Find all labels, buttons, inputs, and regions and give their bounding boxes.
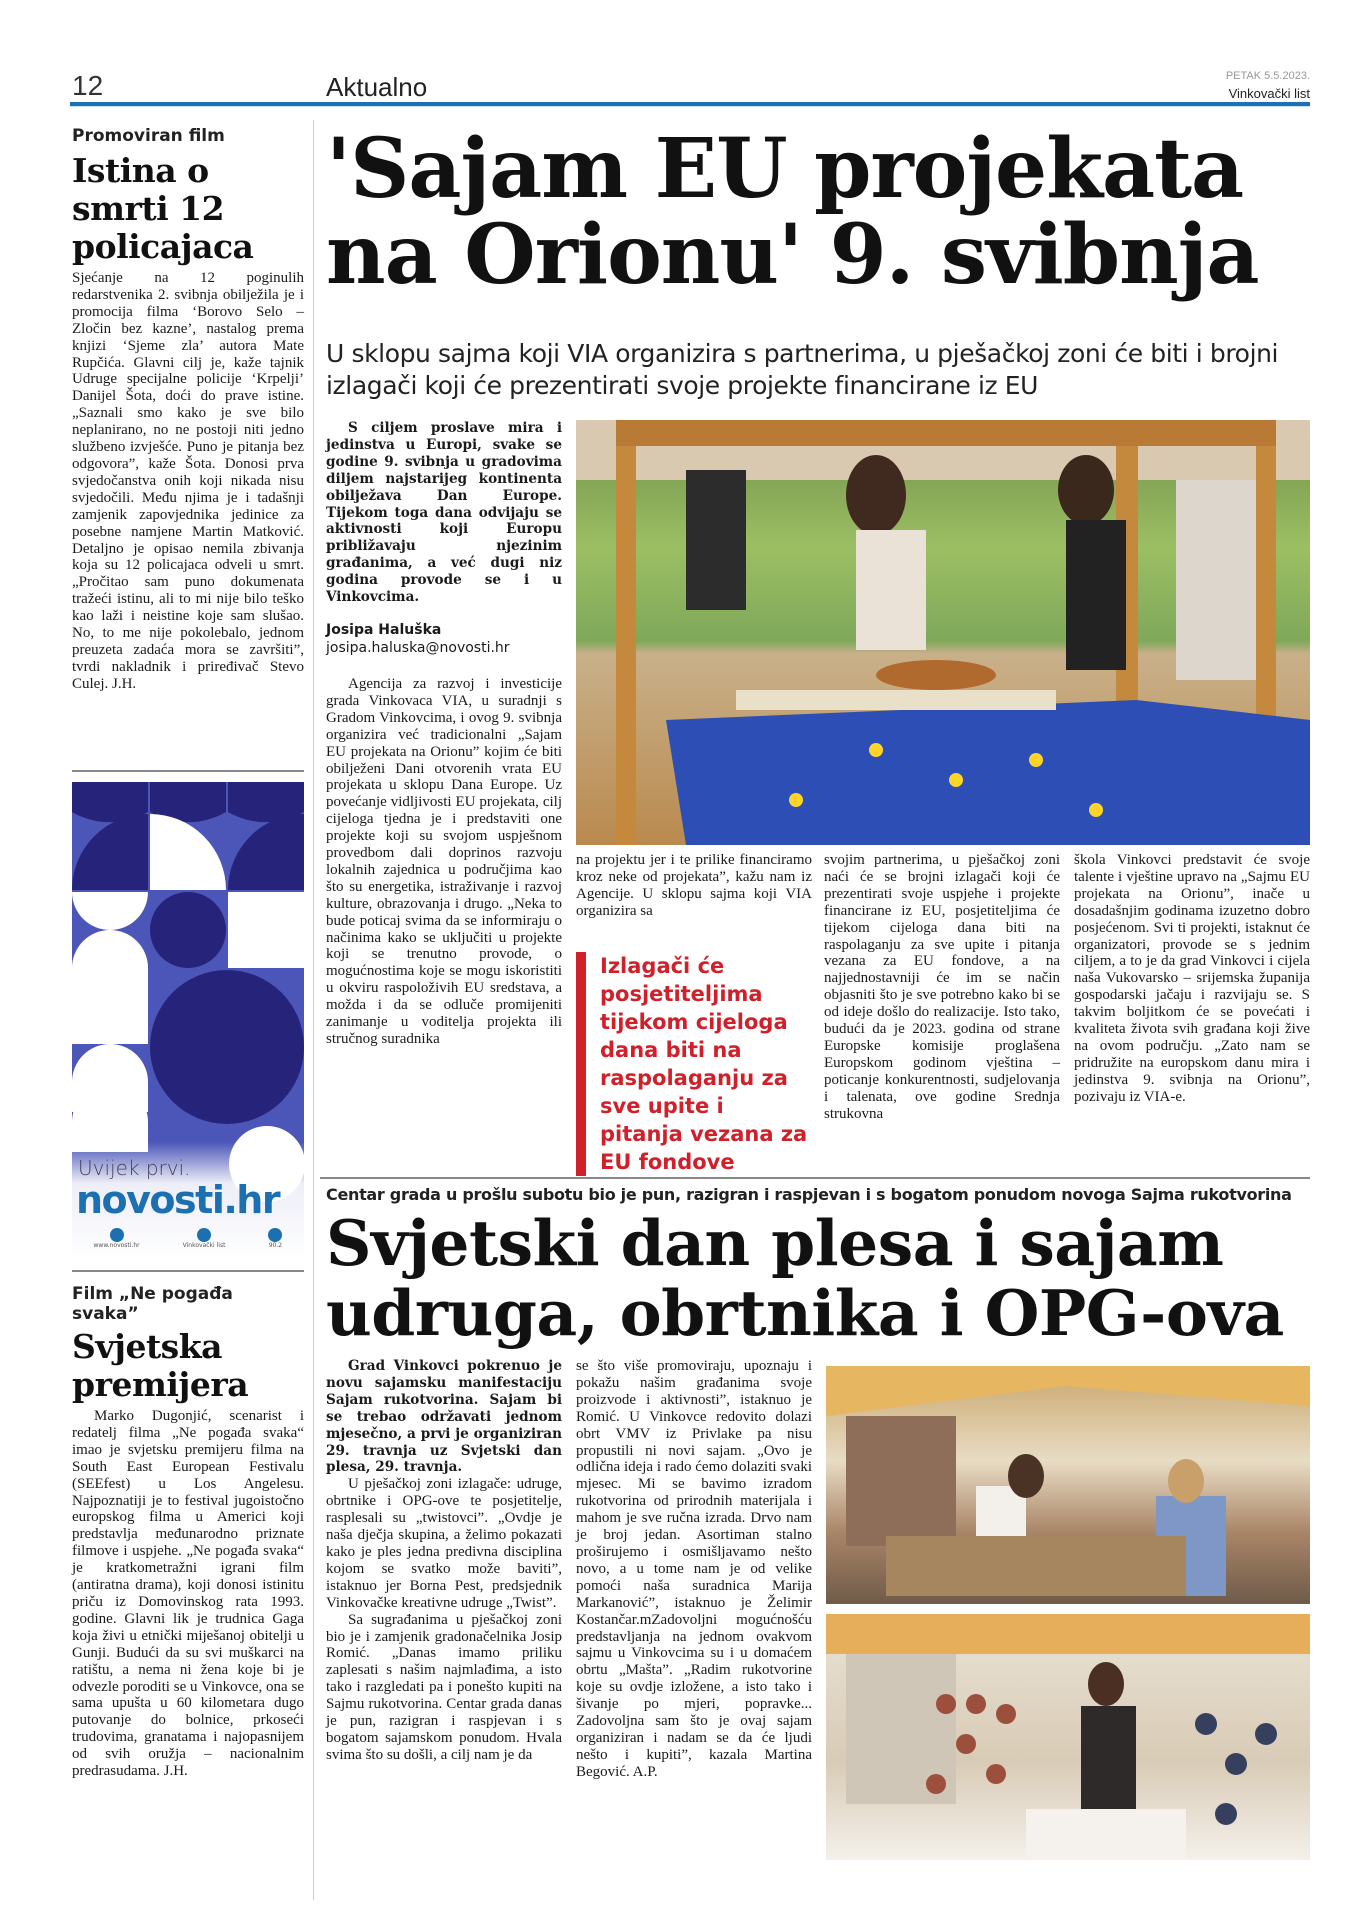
body: Marko Dugonjić, scenarist i redatelj filma „Ne pogađa svaka“ imao je svjetsku premijeru filma na South East European Festivalu (SEEfest) u Los Angelesu. Najpoznatiji je to festival jugoistočno europskog filma u Americi koji predstavlja međunarodno priznate filmove i uspjehe. „Ne pogađa svaka“ je kratkometražni igrani film (antiratna drama), koji donosi istinitu priču iz Domovinskog rata 1993. godine. Glavni lik je trudnica Gaga koja živi u etnički miješanoj obitelji u Gunji. Budući da su svi muškarci na ratištu, a nema ni žena koje bi je odvezle poroditi se u Vinkovce, ona se sama upušta u 60 kilometara dugo putovanje do bolnice, prkoseći trudovima, granatama i najopasnijem od svih oružja – nacionalnim predrasudama. J.H.	[72, 1408, 304, 1780]
article2-headline: Svjetski dan plesa i sajam udruga, obrtnika i OPG-ova	[326, 1206, 1284, 1350]
photo-eu-fair-stand	[576, 420, 1310, 845]
divider	[72, 1270, 304, 1272]
divider	[72, 770, 304, 772]
ad-icons	[72, 1228, 304, 1249]
section-title: Aktualno	[326, 72, 428, 102]
article1-column-4: škola Vinkovci predstavit će svoje talente i vještine upravo na „Sajmu EU projekata na Orionu”, inače u dosadašnjim godinama izuzetno dobro posjećenom. Svi ti projekti, istaknut će organizatori, provode se s jednim ciljem, a to je da grad Vinkovci i cijela naša Vukovarsko – srijemska županija gospodarski jačaju i razvijaju se. S takvim boljitkom će se povećati i kvaliteta života svih građana koji žive na ovom području. „Zato nam se pridružite na europskom danu mira i jedinstva 9. svibnja na Orionu”, pozivaju iz VIA-e.	[1074, 852, 1310, 1105]
article1-column-3: svojim partnerima, u pješačkoj zoni naći će se brojni izlagači koji će prezentirati svoje uspjehe i projekte financirane iz EU, posjetiteljima će tijekom cijeloga dana biti na raspolaganju za sve upite i pitanja vezana za EU fondove, a na najjednostavniji će im se način objasniti što je sve potrebno kako bi se od ideje došlo do realizacije. Isto tako, budući da je 2023. godina od strane Europske komisije proglašena Europskom godinom vještina – poticanje konkurentnosti, sudjelovanja i talenata, ove godine Srednja strukovna	[824, 852, 1060, 1122]
issue-date: PETAK 5.5.2023.	[1225, 70, 1310, 82]
paper-name: Vinkovački list	[1228, 86, 1310, 101]
ad-brand-logo: novosti.hr	[76, 1178, 280, 1222]
sidebar-article-bottom	[72, 1284, 304, 1780]
header-rule	[70, 102, 1310, 107]
lead: Grad Vinkovci pokrenuo je novu sajamsku manifestaciju Sajam rukotvorina. Sajam bi se trebao održavati jednom mjesečno, a prvi je organiziran 29. travnja uz Svjetski dan plesa, 29. travnja.	[326, 1358, 562, 1476]
headline: Svjetska premijera	[72, 1327, 249, 1404]
radio-icon: 90.2	[268, 1228, 282, 1249]
column-divider	[313, 120, 314, 1900]
article2-column-1: Grad Vinkovci pokrenuo je novu sajamsku manifestaciju Sajam rukotvorina. Sajam bi se trebao održavati jednom mjesečno, a prvi je organiziran 29. travnja uz Svjetski dan plesa, 29. travnja. U pješačkoj zoni izlagače: udruge, obrtnike i OPG-ove te posjetitelje, rasplesali su „twistovci”. „Ovdje je naša dječja skupina, a želimo pokazati kako je ples jedna predivna disciplina kojom se svatko može baviti”, istaknuo jer Borna Pest, predsjednik Vinkovačke kreativne udruge „Twist”. Sa sugrađanima u pješačkoj zoni bio je i zamjenik gradonačelnika Josip Romić. „Danas imamo priliku zaplesati s našim najmlađima, a isto tako i razgledati pa i ponešto kupiti na Sajmu rukotvorina. Centar grada danas je pun, razigran i raspjevan i s bogatom sajamskom ponudom. Hvala svima što su došli, a cilj nam je da	[326, 1358, 562, 1763]
article1-column-2: na projektu jer i te prilike financiramo kroz neke od projekata”, kažu nam iz Agencije. U sklopu sajma koji VIA organizira sa	[576, 852, 812, 919]
page-number: 12	[72, 70, 104, 101]
article1-column-1	[326, 420, 562, 1048]
photo-handmade-accessories	[826, 1614, 1310, 1860]
subheadline: U sklopu sajma koji VIA organizira s partnerima, u pješačkoj zoni će biti i brojni izlagači koji će prezentirati svoje projekte financirane iz EU	[326, 339, 1279, 400]
main-headline: 'Sajam EU projekata na Orionu' 9. svibnja	[326, 121, 1259, 303]
author-email[interactable]: josipa.haluska@novosti.hr	[326, 639, 510, 656]
article2-column-2: se što više promoviraju, upoznaju i pokažu našim građanima svoje proizvode i aktivnosti”, istaknuo je Romić. U Vinkovce redovito dolazi obrt VMV iz Privlake pa nisu propustili ni novi sajam. „Ovo je odlična ideja i rado ćemo dolaziti svaki mjesec. Mi se bavimo izradom rukotvorina od prirodnih materijala i mahom je sve ručna izrada. Drvo nam je broj jedan. Asortiman stalno proširujemo i osmišljavamo nešto novo, a u tome nam je od velike pomoći naša suradnica Marija Markanović”, istaknuo je Želimir Kostančar.mZadovoljni mogućnošću predstavljanja na jednom ovakvom sajmu u Vinkovcima su i u domaćem obrtu „Mašta”. „Radim rukotvorine koje su ovdje izložene, a isto tako i šivanje po mjeri, popravke... Zadovoljna sam što je ovaj sajam organiziran i nadam se da će ljudi nešto i kupiti”, kazala Martina Begović. A.P.	[576, 1358, 812, 1780]
photo-eu-fair-illustration	[576, 420, 1310, 845]
ad-slogan: Uvijek prvi.	[78, 1156, 191, 1180]
pull-quote: Izlagači će posjetiteljima tijekom cijeloga dana biti na raspolaganju za sve upite i pitanja vezana za EU fondove	[576, 952, 812, 1176]
advertisement[interactable]	[72, 782, 304, 1260]
tv-icon: www.novosti.hr	[94, 1228, 140, 1249]
body: Sjećanje na 12 poginulih redarstvenika 2. svibnja obilježila je i promocija filma ‘Borovo Selo – Zločin bez kazne’, nastalog prema knjizi ‘Sjeme zla’ autora Mate Rupčića. Glavni cilj je, kaže tajnik Udruge specijalne policije ‘Krpelji’ Danijel Šota, doći do prave istine. „Saznali smo kako je sve bilo neplanirano, no ne postoji niti jedno službeno izvješće. Puno je pitanja bez odgovora”, kaže Šota. Donosi prva svjedočanstva onih koji nikada nisu svjedočili. Među njima je i tadašnji zamjenik zapovjednika jedinice za posebne namjene Martin Matković. Detaljno je opisao nemila zbivanja koja su 12 policajaca odveli u smrt. „Pročitao sam puno dokumenata tražeći istinu, ali to mi nije bilo teško kao laži i neistine koje sam slušao. No, to me nije pokolebalo, jednom preuzeta zadaća mora se završiti”, tvrdi nakladnik i priređivač Stevo Culej. J.H.	[72, 270, 304, 692]
author: Josipa Haluška	[326, 621, 442, 638]
newspaper-icon: Vinkovački list	[183, 1228, 226, 1249]
divider	[320, 1177, 1310, 1179]
kicker: Film „Ne pogađa svaka”	[72, 1284, 233, 1324]
body: Agencija za razvoj i investicije grada Vinkovaca VIA, u suradnji s Gradom Vinkovcima, i ovog 9. svibnja organizira već tradicionalni „Sajam EU projekata na Orionu” kojim će biti obilježeni Dani otvorenih vrata EU projekata u sklopu Dana Europe. Uz povećanje vidljivosti EU projekata, cilj cijeloga tjedna je i predstaviti one projekte koji su svojom uspješnom provedbom dali doprinos razvoju lokalnih zajednica u područjima kao što su energetika, istraživanje i razvoj kulture, obrazovanja i drugo. „Neka to bude poticaj svima da se informiraju o načinima kako se uključiti u projekte koji se trenutno provode, o mogućnostima koje se mogu iskoristiti u okviru raspoloživih EU sredstava, a možda i da se odluče promijeniti zanimanje u voditelja projekta ili stručnog suradnika	[326, 675, 562, 1047]
lead: S ciljem proslave mira i jedinstva u Europi, svake se godine 9. svibnja u gradovima diljem najstarijeg kontinenta obilježava Dan Europe. Tijekom toga dana odvijaju se aktivnosti koji Europu približavaju njezinim građanima, a već dugi niz godina provode se i u Vinkovcima.	[326, 420, 562, 606]
kicker: Promoviran film	[72, 126, 225, 146]
photo-craft-fair-stalls	[826, 1366, 1310, 1604]
sidebar-article-top	[72, 126, 304, 693]
headline: Istina o smrti 12 policajaca	[72, 151, 254, 266]
article2-kicker: Centar grada u prošlu subotu bio je pun, razigran i raspjevan i s bogatom ponudom novoga Sajma rukotvorina	[326, 1185, 1292, 1204]
